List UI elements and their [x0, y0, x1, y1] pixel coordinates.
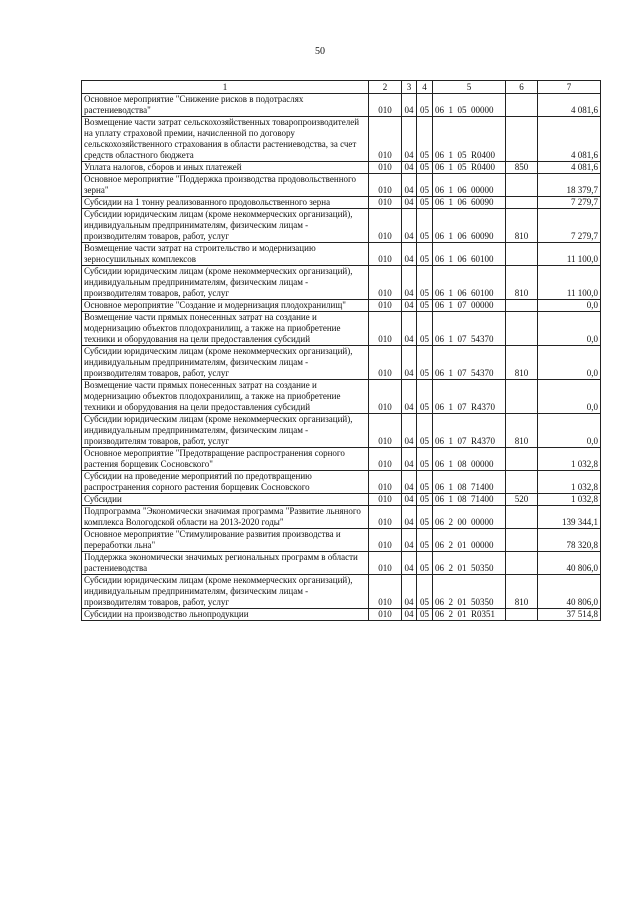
row-section-cell: 04 [402, 162, 417, 174]
row-expense-type-cell: 520 [506, 494, 538, 506]
row-subsection-cell: 05 [417, 471, 433, 494]
row-ministry-code-cell: 010 [369, 609, 402, 621]
table-row [82, 494, 601, 506]
row-amount-cell: 78 320,8 [538, 529, 601, 552]
table-row [82, 209, 601, 243]
table-row [82, 197, 601, 209]
row-ministry-code-cell: 010 [369, 312, 402, 346]
row-target-article-cell: 06 2 01 00000 [433, 529, 506, 552]
row-subsection-cell: 05 [417, 414, 433, 448]
row-subsection-cell: 05 [417, 300, 433, 312]
row-expense-type-cell [506, 243, 538, 266]
header-col-3: 3 [402, 81, 417, 94]
row-name-cell: Возмещение части прямых понесенных затрат на создание и модернизацию объектов плодохранилищ, а также на приобретение техники и оборудования на цели предоставления субсидий [82, 380, 369, 414]
row-target-article-cell: 06 2 01 50350 [433, 552, 506, 575]
row-target-article-cell: 06 1 05 00000 [433, 94, 506, 117]
row-section-cell: 04 [402, 575, 417, 609]
row-amount-cell: 0,0 [538, 380, 601, 414]
row-expense-type-cell [506, 197, 538, 209]
row-expense-type-cell: 810 [506, 209, 538, 243]
page-number: 50 [315, 46, 325, 57]
row-name-cell: Субсидии на проведение мероприятий по предотвращению распространения сорного растения борщевик Сосновского [82, 471, 369, 494]
row-name-cell: Субсидии на производство льнопродукции [82, 609, 369, 621]
row-subsection-cell: 05 [417, 162, 433, 174]
row-subsection-cell: 05 [417, 117, 433, 162]
row-expense-type-cell [506, 448, 538, 471]
row-ministry-code-cell: 010 [369, 471, 402, 494]
row-amount-cell: 4 081,6 [538, 117, 601, 162]
row-section-cell: 04 [402, 552, 417, 575]
row-subsection-cell: 05 [417, 494, 433, 506]
table-row [82, 266, 601, 300]
row-ministry-code-cell: 010 [369, 552, 402, 575]
row-ministry-code-cell: 010 [369, 575, 402, 609]
row-ministry-code-cell: 010 [369, 243, 402, 266]
row-section-cell: 04 [402, 94, 417, 117]
row-amount-cell: 40 806,0 [538, 575, 601, 609]
row-expense-type-cell: 810 [506, 575, 538, 609]
row-amount-cell: 37 514,8 [538, 609, 601, 621]
row-section-cell: 04 [402, 209, 417, 243]
row-amount-cell: 11 100,0 [538, 243, 601, 266]
row-amount-cell: 7 279,7 [538, 197, 601, 209]
row-target-article-cell: 06 1 08 00000 [433, 448, 506, 471]
row-subsection-cell: 05 [417, 243, 433, 266]
row-subsection-cell: 05 [417, 266, 433, 300]
row-amount-cell: 1 032,8 [538, 494, 601, 506]
row-section-cell: 04 [402, 197, 417, 209]
row-amount-cell: 11 100,0 [538, 266, 601, 300]
header-col-7: 7 [538, 81, 601, 94]
row-section-cell: 04 [402, 346, 417, 380]
table-header-row [82, 81, 601, 94]
row-amount-cell: 7 279,7 [538, 209, 601, 243]
row-name-cell: Возмещение части прямых понесенных затрат на создание и модернизацию объектов плодохранилищ, а также на приобретение техники и оборудования на цели предоставления субсидий [82, 312, 369, 346]
row-target-article-cell: 06 1 08 71400 [433, 471, 506, 494]
table-row [82, 506, 601, 529]
row-target-article-cell: 06 1 06 60100 [433, 266, 506, 300]
row-subsection-cell: 05 [417, 380, 433, 414]
row-ministry-code-cell: 010 [369, 174, 402, 197]
row-section-cell: 04 [402, 494, 417, 506]
header-col-4: 4 [417, 81, 433, 94]
row-subsection-cell: 05 [417, 552, 433, 575]
row-target-article-cell: 06 1 07 00000 [433, 300, 506, 312]
row-expense-type-cell [506, 380, 538, 414]
row-target-article-cell: 06 1 07 54370 [433, 346, 506, 380]
row-name-cell: Субсидии юридическим лицам (кроме некоммерческих организаций), индивидуальным предпринимателям, физическим лицам - производителям товаров, работ, услуг [82, 266, 369, 300]
row-ministry-code-cell: 010 [369, 300, 402, 312]
row-expense-type-cell [506, 300, 538, 312]
table-row [82, 312, 601, 346]
row-name-cell: Основное мероприятие "Создание и модернизация плодохранилищ" [82, 300, 369, 312]
row-target-article-cell: 06 2 01 R0351 [433, 609, 506, 621]
row-target-article-cell: 06 1 06 60090 [433, 209, 506, 243]
row-ministry-code-cell: 010 [369, 506, 402, 529]
row-name-cell: Основное мероприятие "Поддержка производства продовольственного зерна" [82, 174, 369, 197]
table-row [82, 300, 601, 312]
row-expense-type-cell [506, 312, 538, 346]
row-ministry-code-cell: 010 [369, 494, 402, 506]
row-section-cell: 04 [402, 174, 417, 197]
row-expense-type-cell: 810 [506, 414, 538, 448]
row-name-cell: Субсидии юридическим лицам (кроме некоммерческих организаций), индивидуальным предпринимателям, физическим лицам - производителям товаров, работ, услуг [82, 575, 369, 609]
row-expense-type-cell [506, 117, 538, 162]
row-amount-cell: 0,0 [538, 414, 601, 448]
row-name-cell: Субсидии юридическим лицам (кроме некоммерческих организаций), индивидуальным предпринимателям, физическим лицам - производителям товаров, работ, услуг [82, 209, 369, 243]
row-ministry-code-cell: 010 [369, 414, 402, 448]
row-subsection-cell: 05 [417, 312, 433, 346]
row-name-cell: Основное мероприятие "Снижение рисков в подотраслях растениеводства" [82, 94, 369, 117]
budget-table [81, 80, 601, 621]
row-target-article-cell: 06 2 00 00000 [433, 506, 506, 529]
table-body [82, 94, 601, 621]
row-target-article-cell: 06 1 08 71400 [433, 494, 506, 506]
row-section-cell: 04 [402, 529, 417, 552]
row-name-cell: Возмещение части затрат сельскохозяйственных товаропроизводителей на уплату страховой премии, начисленной по договору сельскохозяйственного страхования в области растениеводства, за счет средств областного бюджета [82, 117, 369, 162]
row-ministry-code-cell: 010 [369, 209, 402, 243]
row-subsection-cell: 05 [417, 174, 433, 197]
row-subsection-cell: 05 [417, 575, 433, 609]
row-section-cell: 04 [402, 117, 417, 162]
row-target-article-cell: 06 1 05 R0400 [433, 162, 506, 174]
row-subsection-cell: 05 [417, 346, 433, 380]
row-amount-cell: 18 379,7 [538, 174, 601, 197]
row-section-cell: 04 [402, 506, 417, 529]
row-section-cell: 04 [402, 300, 417, 312]
row-section-cell: 04 [402, 243, 417, 266]
row-name-cell: Уплата налогов, сборов и иных платежей [82, 162, 369, 174]
row-name-cell: Субсидии [82, 494, 369, 506]
row-target-article-cell: 06 1 05 R0400 [433, 117, 506, 162]
table-row [82, 117, 601, 162]
header-col-2: 2 [369, 81, 402, 94]
table-row [82, 414, 601, 448]
row-name-cell: Субсидии юридическим лицам (кроме некоммерческих организаций), индивидуальным предпринимателям, физическим лицам - производителям товаров, работ, услуг [82, 346, 369, 380]
row-subsection-cell: 05 [417, 448, 433, 471]
row-section-cell: 04 [402, 266, 417, 300]
table-row [82, 609, 601, 621]
row-ministry-code-cell: 010 [369, 529, 402, 552]
row-subsection-cell: 05 [417, 209, 433, 243]
row-name-cell: Поддержка экономически значимых региональных программ в области растениеводства [82, 552, 369, 575]
row-section-cell: 04 [402, 609, 417, 621]
row-subsection-cell: 05 [417, 529, 433, 552]
row-amount-cell: 139 344,1 [538, 506, 601, 529]
row-name-cell: Подпрограмма "Экономически значимая программа "Развитие льняного комплекса Вологодской области на 2013-2020 годы" [82, 506, 369, 529]
table-row [82, 243, 601, 266]
row-target-article-cell: 06 1 07 R4370 [433, 380, 506, 414]
table-row [82, 174, 601, 197]
row-amount-cell: 4 081,6 [538, 94, 601, 117]
row-name-cell: Субсидии юридическим лицам (кроме некоммерческих организаций), индивидуальным предпринимателям, физическим лицам - производителям товаров, работ, услуг [82, 414, 369, 448]
table-row [82, 529, 601, 552]
row-name-cell: Возмещение части затрат на строительство и модернизацию зерносушильных комплексов [82, 243, 369, 266]
row-subsection-cell: 05 [417, 609, 433, 621]
row-ministry-code-cell: 010 [369, 380, 402, 414]
row-expense-type-cell [506, 94, 538, 117]
row-target-article-cell: 06 2 01 50350 [433, 575, 506, 609]
row-amount-cell: 0,0 [538, 300, 601, 312]
row-section-cell: 04 [402, 312, 417, 346]
row-section-cell: 04 [402, 471, 417, 494]
row-name-cell: Основное мероприятие "Предотвращение распространения сорного растения борщевик Сосновского" [82, 448, 369, 471]
row-target-article-cell: 06 1 06 60090 [433, 197, 506, 209]
table-row [82, 448, 601, 471]
row-amount-cell: 0,0 [538, 312, 601, 346]
row-ministry-code-cell: 010 [369, 94, 402, 117]
row-amount-cell: 4 081,6 [538, 162, 601, 174]
header-col-6: 6 [506, 81, 538, 94]
row-target-article-cell: 06 1 06 00000 [433, 174, 506, 197]
row-target-article-cell: 06 1 06 60100 [433, 243, 506, 266]
row-name-cell: Основное мероприятие "Стимулирование развития производства и переработки льна" [82, 529, 369, 552]
row-expense-type-cell [506, 174, 538, 197]
row-subsection-cell: 05 [417, 94, 433, 117]
row-target-article-cell: 06 1 07 R4370 [433, 414, 506, 448]
table-row [82, 94, 601, 117]
row-amount-cell: 0,0 [538, 346, 601, 380]
row-expense-type-cell: 810 [506, 266, 538, 300]
row-ministry-code-cell: 010 [369, 266, 402, 300]
row-expense-type-cell [506, 471, 538, 494]
row-section-cell: 04 [402, 448, 417, 471]
header-col-5: 5 [433, 81, 506, 94]
table-row [82, 552, 601, 575]
row-amount-cell: 40 806,0 [538, 552, 601, 575]
table-row [82, 575, 601, 609]
table-row [82, 380, 601, 414]
row-section-cell: 04 [402, 380, 417, 414]
row-ministry-code-cell: 010 [369, 448, 402, 471]
row-ministry-code-cell: 010 [369, 162, 402, 174]
row-subsection-cell: 05 [417, 197, 433, 209]
table-row [82, 162, 601, 174]
table-row [82, 346, 601, 380]
row-subsection-cell: 05 [417, 506, 433, 529]
row-amount-cell: 1 032,8 [538, 471, 601, 494]
row-ministry-code-cell: 010 [369, 197, 402, 209]
row-amount-cell: 1 032,8 [538, 448, 601, 471]
row-name-cell: Субсидии на 1 тонну реализованного продовольственного зерна [82, 197, 369, 209]
row-expense-type-cell [506, 609, 538, 621]
row-section-cell: 04 [402, 414, 417, 448]
table-row [82, 471, 601, 494]
row-ministry-code-cell: 010 [369, 117, 402, 162]
row-expense-type-cell [506, 506, 538, 529]
row-ministry-code-cell: 010 [369, 346, 402, 380]
row-expense-type-cell [506, 529, 538, 552]
row-expense-type-cell: 810 [506, 346, 538, 380]
header-col-1: 1 [82, 81, 369, 94]
row-expense-type-cell: 850 [506, 162, 538, 174]
row-target-article-cell: 06 1 07 54370 [433, 312, 506, 346]
row-expense-type-cell [506, 552, 538, 575]
